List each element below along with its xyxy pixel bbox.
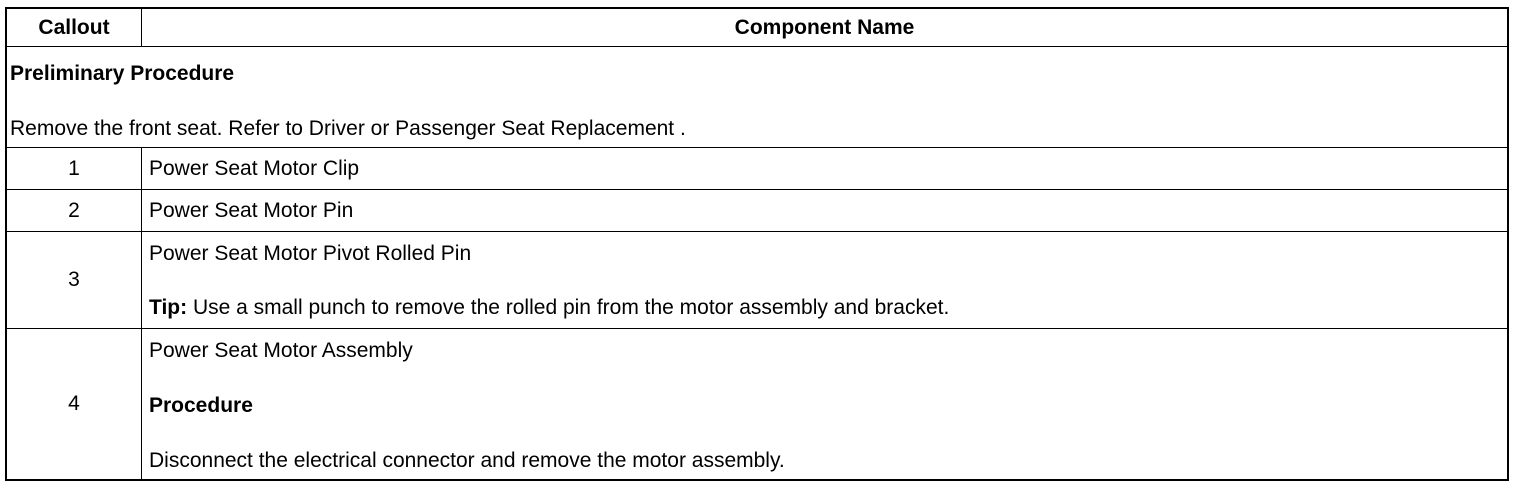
table-row [7,190,1507,232]
header-callout: Callout [7,9,142,46]
table-row [7,232,1507,329]
tip-label: Tip: [149,296,188,319]
preliminary-procedure-row [7,47,1507,148]
callout-cell: 2 [7,190,142,231]
procedure-text: Disconnect the electrical connector and remove the motor assembly. [149,449,785,472]
procedure-label: Procedure [149,394,253,417]
preliminary-procedure-text: Remove the front seat. Refer to Driver or Passenger Seat Replacement . [10,117,686,140]
table-header-row [7,9,1507,47]
table-row [7,329,1507,479]
component-name: Power Seat Motor Pin [149,199,354,222]
component-name: Power Seat Motor Pivot Rolled Pin [149,242,472,265]
tip-line [149,296,949,320]
header-component-name: Component Name [734,15,915,39]
tip-text: Use a small punch to remove the rolled pin from the motor assembly and bracket. [187,296,950,319]
components-table [5,7,1509,481]
component-name: Power Seat Motor Clip [149,157,360,180]
callout-cell: 3 [7,232,142,328]
callout-cell: 1 [7,148,142,189]
callout-cell: 4 [7,329,142,479]
component-name: Power Seat Motor Assembly [149,339,413,362]
preliminary-procedure-title: Preliminary Procedure [10,62,235,85]
table-row [7,148,1507,190]
